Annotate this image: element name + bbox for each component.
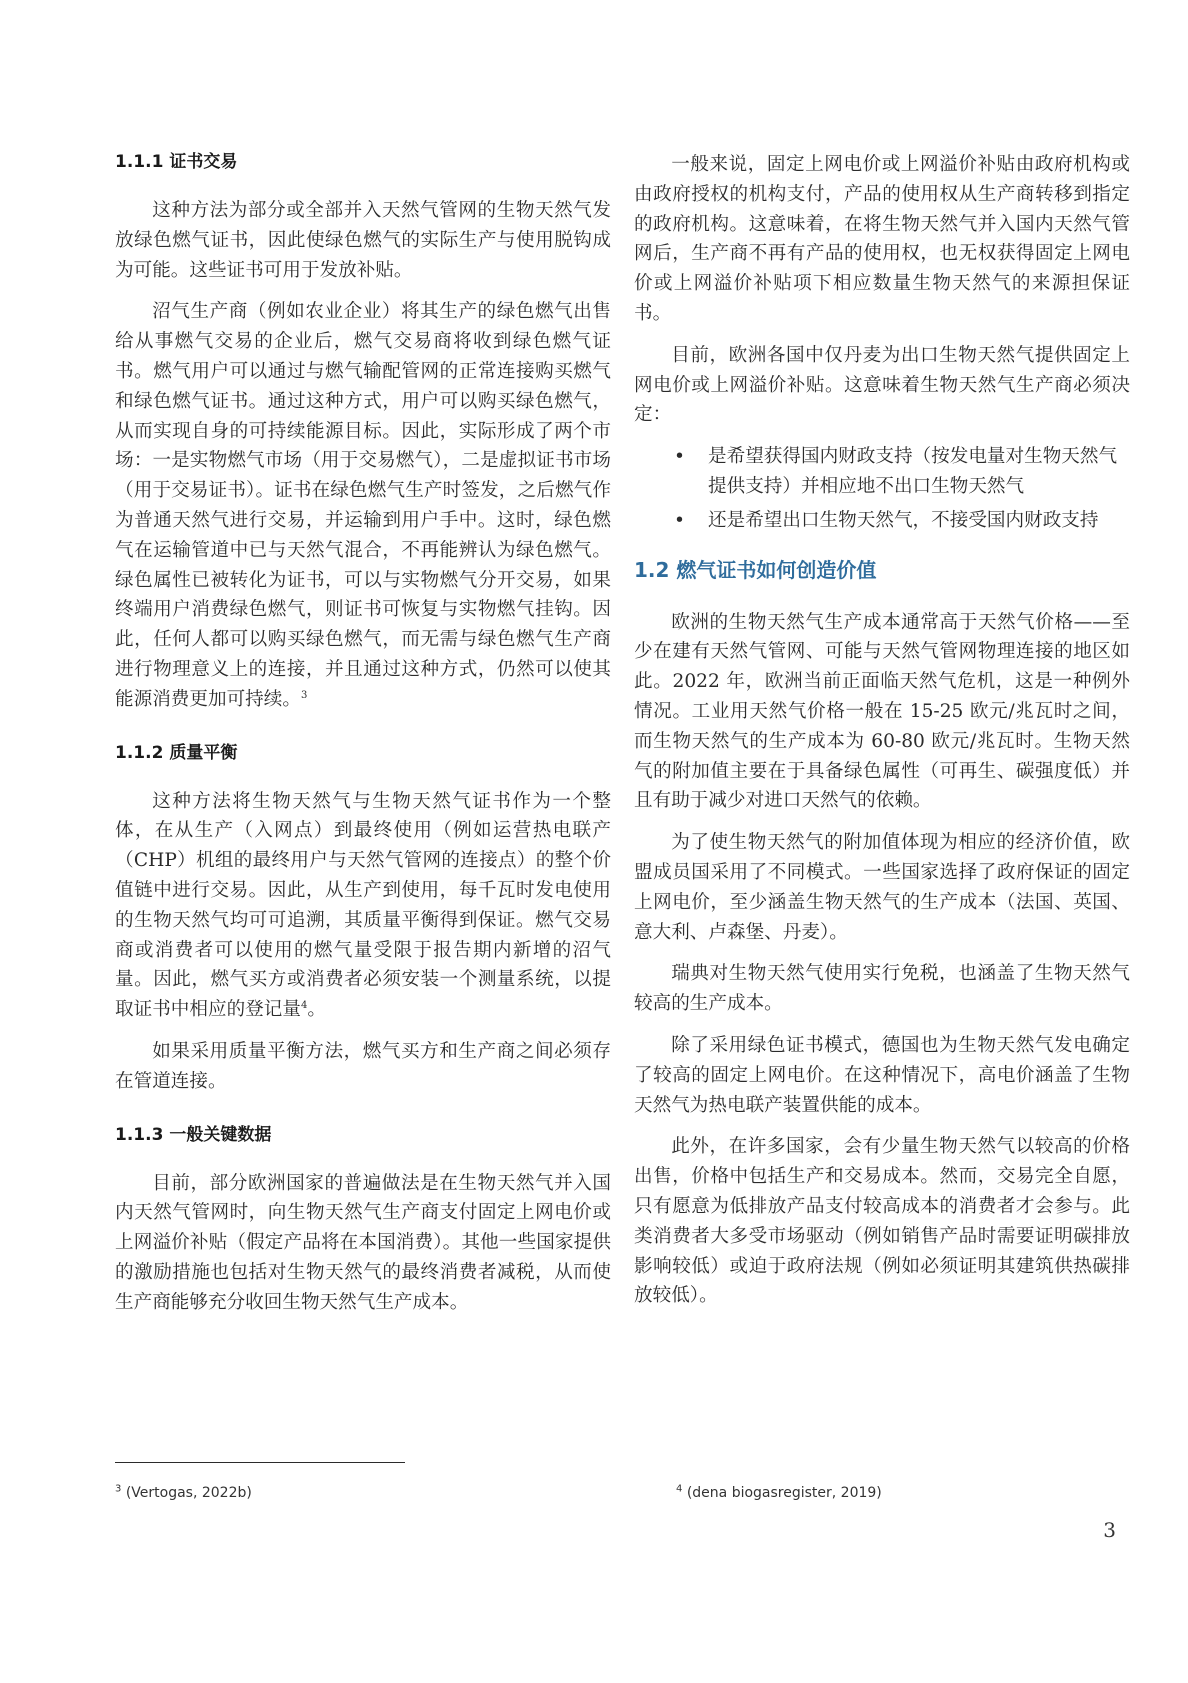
paragraph: 目前，欧洲各国中仅丹麦为出口生物天然气提供固定上网电价或上网溢价补贴。这意味着生物天然气生产商必须决定： (634, 344, 1130, 426)
footnote-4 (676, 1485, 882, 1501)
paragraph-text: 沼气生产商（例如农业企业）将其生产的绿色燃气出售给从事燃气交易的企业后，燃气交易商将收到绿色燃气证书。燃气用户可以通过与燃气输配管网的正常连接购买燃气和绿色燃气证书。通过这种方式，用户可以购买绿色燃气，从而实现自身的可持续能源目标。因此，实际形成了两个市场：一是实物燃气市场（用于交易燃气），二是虚拟证书市场（用于交易证书）。证书在绿色燃气生产时签发，之后燃气作为普通天然气进行交易，并运输到用户手中。这时，绿色燃气在运输管道中已与天然气混合，不再能辨认为绿色燃气。绿色属性已被转化为证书，可以与实物燃气分开交易，如果终端用户消费绿色燃气，则证书可恢复与实物燃气挂钩。因此，任何人都可以购买绿色燃气，而无需与绿色燃气生产商进行物理意义上的连接，并且通过这种方式，仍然可以使其能源消费更加可持续。 (115, 301, 611, 710)
page-number: 3 (1103, 1518, 1116, 1542)
paragraph-text: 这种方法将生物天然气与生物天然气证书作为一个整体，在从生产（入网点）到最终使用（例如运营热电联产（CHP）机组的最终用户与天然气管网的连接点）的整个价值链中进行交易。因此，从生产到使用，每千瓦时发电使用的生物天然气均可可追溯，其质量平衡得到保证。燃气交易商或消费者可以使用的燃气量受限于报告期内新增的沼气量。因此，燃气买方或消费者必须安装一个测量系统，以提取证书中相应的登记量 (115, 790, 611, 1021)
paragraph: 这种方法为部分或全部并入天然气管网的生物天然气发放绿色燃气证书，因此使绿色燃气的实际生产与使用脱钩成为可能。这些证书可用于发放补贴。 (115, 200, 611, 281)
paragraph: 一般来说，固定上网电价或上网溢价补贴由政府机构或由政府授权的机构支付，产品的使用权从生产商转移到指定的政府机构。这意味着，在将生物天然气并入国内天然气管网后，生产商不再有产品的使用权，也无权获得固定上网电价或上网溢价补贴项下相应数量生物天然气的来源担保证书。 (634, 154, 1130, 324)
bullet-list (634, 442, 1130, 535)
paragraph: 目前，部分欧洲国家的普遍做法是在生物天然气并入国内天然气管网时，向生物天然气生产商支付固定上网电价或上网溢价补贴（假定产品将在本国消费）。其他一些国家提供的激励措施也包括对生物天然气的最终消费者减税，从而使生产商能够充分收回生物天然气生产成本。 (115, 1172, 611, 1313)
paragraph: 瑞典对生物天然气使用实行免税，也涵盖了生物天然气较高的生产成本。 (634, 963, 1130, 1015)
footnote-ref-3[interactable]: 3 (300, 689, 308, 701)
left-column (115, 150, 611, 1330)
bullet-icon: • (674, 509, 685, 531)
footnote-divider (115, 1462, 405, 1463)
paragraph: 除了采用绿色证书模式，德国也为生物天然气发电确定了较高的固定上网电价。在这种情况下，高电价涵盖了生物天然气为热电联产装置供能的成本。 (634, 1034, 1130, 1116)
paragraph: 此外，在许多国家，会有少量生物天然气以较高的价格出售，价格中包括生产和交易成本。然而，交易完全自愿，只有愿意为低排放产品支付较高成本的消费者才会参与。此类消费者大多受市场驱动（例如销售产品时需要证明碳排放影响较低）或迫于政府法规（例如必须证明其建筑供热碳排放较低）。 (634, 1136, 1130, 1307)
list-item (634, 506, 1130, 536)
paragraph: 为了使生物天然气的附加值体现为相应的经济价值，欧盟成员国采用了不同模式。一些国家选择了政府保证的固定上网电价，至少涵盖生物天然气的生产成本（法国、英国、意大利、卢森堡、丹麦）。 (634, 832, 1130, 943)
footnote-mark: 3 (115, 1483, 122, 1495)
heading-1-1-1: 1.1.1 证书交易 (115, 152, 238, 172)
footnote-3 (115, 1485, 252, 1501)
paragraph (115, 787, 611, 1025)
list-item (634, 442, 1130, 502)
right-column (634, 150, 1130, 1323)
heading-1-2: 1.2 燃气证书如何创造价值 (634, 557, 877, 582)
footnote-ref-4[interactable]: 4 (300, 999, 308, 1011)
heading-1-1-3: 1.1.3 一般关键数据 (115, 1124, 272, 1145)
paragraph: 如果采用质量平衡方法，燃气买方和生产商之间必须存在管道连接。 (115, 1040, 611, 1092)
paragraph (115, 297, 611, 714)
list-item-text: 还是希望出口生物天然气，不接受国内财政支持 (708, 509, 1099, 531)
paragraph: 欧洲的生物天然气生产成本通常高于天然气价格——至少在建有天然气管网、可能与天然气管网物理连接的地区如此。2022 年，欧洲当前正面临天然气危机，这是一种例外情况。工业用天然气价格一般在 15-25 欧元/兆瓦时之间，而生物天然气的生产成本为 60-80 欧元/兆瓦时。生物天然气的附加值主要在于具备绿色属性（可再生、碳强度低）并且有助于减少对进口天然气的依赖。 (634, 611, 1130, 812)
footnote-mark: 4 (676, 1483, 683, 1495)
list-item-text: 是希望获得国内财政支持（按发电量对生物天然气提供支持）并相应地不出口生物天然气 (708, 446, 1118, 497)
footnote-text: (Vertogas, 2022b) (121, 1485, 252, 1501)
bullet-icon: • (674, 446, 685, 468)
paragraph-text-end: 。 (307, 999, 326, 1021)
footnote-text: (dena biogasregister, 2019) (682, 1485, 882, 1501)
heading-1-1-2: 1.1.2 质量平衡 (115, 742, 238, 763)
